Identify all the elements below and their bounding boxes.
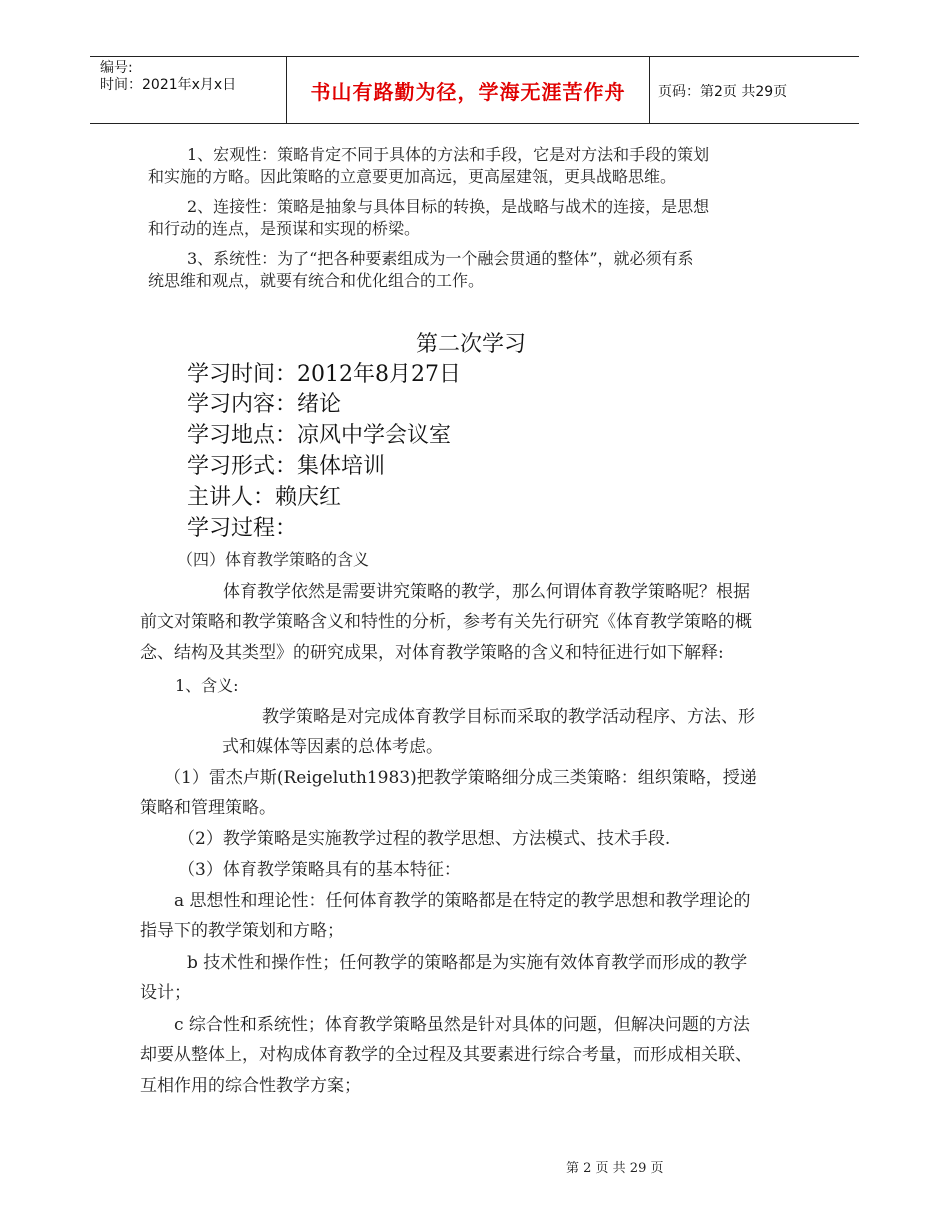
session-place: 学习地点：凉风中学会议室 [187, 423, 452, 448]
paragraph-line: 体育教学依然是需要讲究策略的教学，那么何谓体育教学策略呢？根据 [223, 582, 750, 602]
feature-line: a 思想性和理论性：任何体育教学的策略都是在特定的教学思想和教学理论的 [174, 891, 751, 911]
definition-line: 教学策略是对完成体育教学目标而采取的教学活动程序、方法、形 [262, 707, 755, 727]
session-content: 学习内容：绪论 [187, 392, 342, 417]
item-line: （2）教学策略是实施教学过程的教学思想、方法模式、技术手段. [178, 829, 671, 849]
item-line: （1）雷杰卢斯(Reigeluth1983)把教学策略细分成三类策略：组织策略，授递 [164, 768, 757, 788]
page-footer: 第 2 页 共 29 页 [566, 1161, 664, 1176]
meaning-heading: 1、含义: [175, 676, 239, 695]
feature-line: 设计； [140, 983, 191, 1003]
header-page-info: 页码：第2页 共29页 [658, 84, 788, 100]
header-motto: 书山有路勤为径，学海无涯苦作舟 [310, 79, 626, 104]
page-header [90, 56, 859, 124]
feature-line: 互相作用的综合性教学方案； [140, 1076, 361, 1096]
feature-line: c 综合性和系统性；体育教学策略虽然是针对具体的问题，但解决问题的方法 [174, 1015, 750, 1035]
session-form: 学习形式：集体培训 [187, 454, 386, 479]
intro-line: 统思维和观点，就要有统合和优化组合的工作。 [148, 271, 485, 290]
definition-line: 式和媒体等因素的总体考虑。 [222, 737, 443, 757]
header-meta [100, 60, 280, 94]
paragraph-line: 念、结构及其类型》的研究成果，对体育教学策略的含义和特征进行如下解释: [140, 643, 724, 663]
intro-line: 1、宏观性：策略肯定不同于具体的方法和手段，它是对方法和手段的策划 [187, 145, 710, 164]
paragraph-line: 前文对策略和教学策略含义和特性的分析，参考有关先行研究《体育教学策略的概 [140, 612, 752, 632]
section-heading: （四）体育教学策略的含义 [177, 550, 370, 569]
feature-line: 却要从整体上，对构成体育教学的全过程及其要素进行综合考量，而形成相关联、 [140, 1045, 752, 1065]
document-number-label: 编号: [100, 60, 133, 76]
session-process: 学习过程： [187, 516, 298, 541]
item-line: 策略和管理策略。 [140, 798, 276, 818]
session-time: 学习时间：2012年8月27日 [187, 362, 461, 387]
intro-line: 3、系统性：为了“把各种要素组成为一个融会贯通的整体”，就必须有系 [187, 249, 694, 268]
header-motto-cell [286, 57, 650, 123]
item-line: （3）体育教学策略具有的基本特征： [178, 860, 461, 880]
intro-line: 和实施的方略。因此策略的立意要更加高远，更高屋建瓴，更具战略思维。 [148, 167, 677, 186]
feature-line: 指导下的教学策划和方略； [140, 921, 344, 941]
feature-line: b 技术性和操作性；任何教学的策略都是为实施有效体育教学而形成的教学 [187, 953, 748, 973]
intro-line: 和行动的连点，是预谋和实现的桥梁。 [148, 219, 421, 238]
intro-line: 2、连接性：策略是抽象与具体目标的转换，是战略与战术的连接，是思想 [187, 197, 710, 216]
session-title: 第二次学习 [416, 332, 527, 357]
session-speaker: 主讲人：赖庆红 [187, 485, 342, 510]
document-date: 时间：2021年x月x日 [100, 77, 237, 93]
